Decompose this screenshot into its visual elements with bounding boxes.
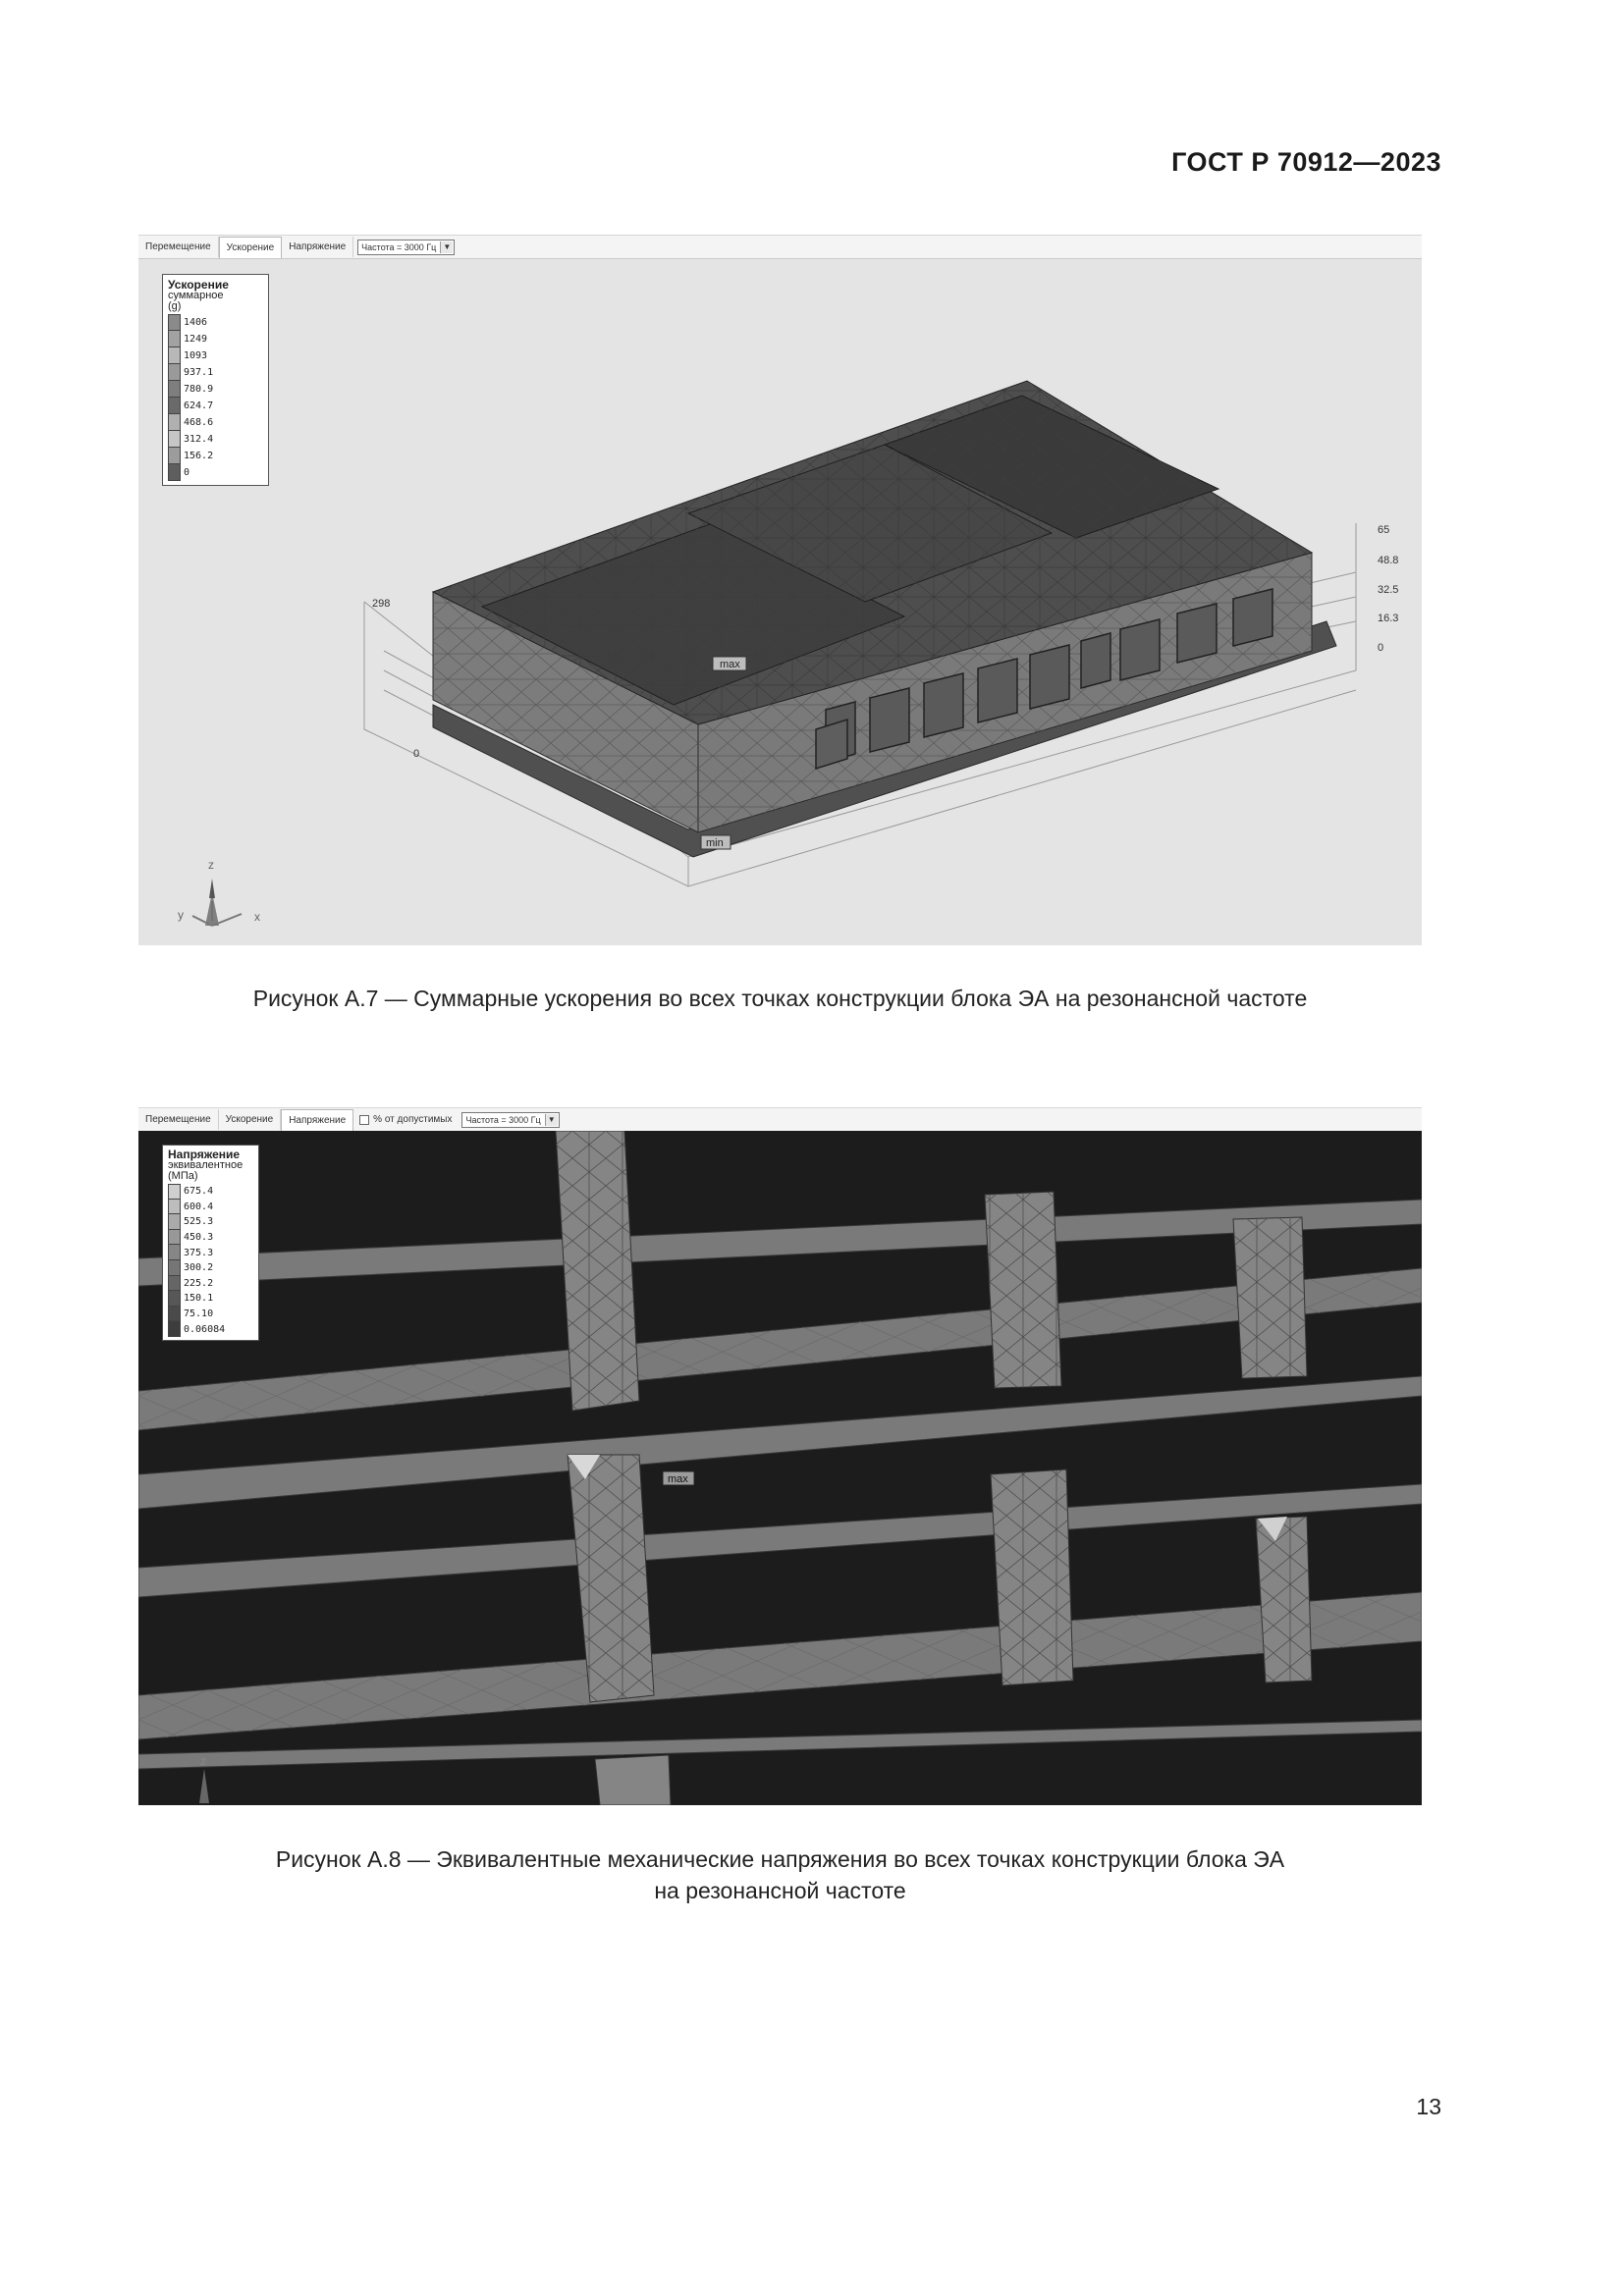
legend-value: 675.4 xyxy=(184,1186,214,1198)
viewer-toolbar xyxy=(138,235,1422,259)
legend-scale xyxy=(168,1184,254,1337)
fea-viewer-acceleration xyxy=(138,235,1422,945)
checkbox-box[interactable] xyxy=(359,1115,369,1125)
right-tick: 0 xyxy=(1378,642,1384,654)
max-marker xyxy=(663,1471,694,1485)
legend-entry xyxy=(168,1291,254,1307)
legend-entry xyxy=(168,1230,254,1246)
figure-a8 xyxy=(138,1107,1422,1903)
frequency-select[interactable] xyxy=(461,1112,559,1128)
legend-value: 375.3 xyxy=(184,1247,214,1258)
legend-entry xyxy=(168,314,264,331)
tab-displacement[interactable]: Перемещение xyxy=(138,1109,219,1130)
legend-swatch xyxy=(168,1276,181,1292)
figure-a7 xyxy=(138,235,1422,1011)
legend-swatch xyxy=(168,1245,181,1260)
legend-value: 225.2 xyxy=(184,1277,214,1289)
frequency-select-value: Частота = 3000 Гц xyxy=(465,1114,541,1125)
legend-entry xyxy=(168,331,264,347)
legend-swatch xyxy=(168,1230,181,1246)
triad-z: z xyxy=(200,1754,206,1768)
color-legend-acceleration xyxy=(162,274,269,486)
chevron-down-icon: ▼ xyxy=(545,1114,558,1126)
triad-x: x xyxy=(254,910,260,924)
legend-swatch xyxy=(168,331,181,347)
legend-swatch xyxy=(168,1291,181,1307)
legend-entry xyxy=(168,448,264,464)
axis-triad xyxy=(178,858,260,926)
page-number: 13 xyxy=(1416,2094,1441,2119)
legend-swatch xyxy=(168,1260,181,1276)
triad-z: z xyxy=(208,858,214,872)
legend-swatch xyxy=(168,364,181,381)
legend-units: (g) xyxy=(168,300,182,312)
viewer-toolbar xyxy=(138,1107,1422,1132)
legend-swatch xyxy=(168,1321,181,1337)
fea-viewer-stress xyxy=(138,1107,1422,1805)
right-tick: 65 xyxy=(1378,524,1390,536)
legend-swatch xyxy=(168,1200,181,1215)
model-viewport[interactable] xyxy=(138,1131,1422,1805)
right-tick: 16.3 xyxy=(1378,613,1399,624)
frequency-select-value: Частота = 3000 Гц xyxy=(361,241,437,252)
right-tick: 32.5 xyxy=(1378,584,1399,596)
legend-value: 0.06084 xyxy=(184,1323,226,1335)
legend-value: 624.7 xyxy=(184,400,214,411)
legend-entry xyxy=(168,1184,254,1200)
legend-entry xyxy=(168,398,264,414)
legend-swatch xyxy=(168,431,181,448)
legend-entry xyxy=(168,1214,254,1230)
max-label: max xyxy=(668,1473,688,1485)
min-marker xyxy=(701,835,731,849)
legend-value: 1406 xyxy=(184,317,208,328)
legend-value: 0 xyxy=(184,467,190,478)
legend-value: 937.1 xyxy=(184,367,214,378)
figure-a8-caption-line1: Рисунок А.8 — Эквивалентные механические напряжения во всех точках конструкции блока ЭА xyxy=(275,1846,1285,1872)
legend-entry xyxy=(168,1260,254,1276)
legend-entry xyxy=(168,381,264,398)
legend-entry xyxy=(168,364,264,381)
legend-subtitle: суммарное xyxy=(168,290,224,301)
legend-value: 1249 xyxy=(184,334,208,345)
stress-render xyxy=(138,1131,1422,1805)
legend-entry xyxy=(168,1276,254,1292)
tab-stress[interactable]: Напряжение xyxy=(282,237,353,257)
legend-swatch xyxy=(168,398,181,414)
legend-units: (МПа) xyxy=(168,1170,198,1182)
tab-stress[interactable]: Напряжение xyxy=(281,1109,353,1131)
legend-value: 75.10 xyxy=(184,1308,214,1320)
origin-axis-label: 0 xyxy=(413,748,420,760)
model-render xyxy=(138,258,1422,945)
legend-title: Ускорение xyxy=(168,278,229,292)
height-axis-label: 298 xyxy=(372,598,391,610)
legend-title: Напряжение xyxy=(168,1148,241,1161)
legend-entry xyxy=(168,464,264,481)
legend-entry xyxy=(168,1321,254,1337)
legend-swatch xyxy=(168,464,181,481)
legend-entry xyxy=(168,431,264,448)
right-tick: 48.8 xyxy=(1378,555,1399,566)
legend-entry xyxy=(168,1307,254,1322)
legend-entry xyxy=(168,1200,254,1215)
max-marker xyxy=(713,657,746,670)
right-axis-ticks xyxy=(1378,524,1398,654)
frequency-select[interactable] xyxy=(357,240,455,255)
legend-entry xyxy=(168,347,264,364)
standard-header: ГОСТ Р 70912—2023 xyxy=(1171,147,1441,177)
legend-entry xyxy=(168,1245,254,1260)
legend-swatch xyxy=(168,314,181,331)
tab-acceleration[interactable]: Ускорение xyxy=(219,237,283,258)
legend-swatch xyxy=(168,414,181,431)
legend-entry xyxy=(168,414,264,431)
legend-value: 150.1 xyxy=(184,1293,214,1305)
checkbox-label: % от допустимых xyxy=(373,1114,453,1125)
figure-a8-caption xyxy=(138,1843,1422,1906)
legend-value: 450.3 xyxy=(184,1232,214,1244)
legend-swatch xyxy=(168,347,181,364)
legend-subtitle: эквивалентное xyxy=(168,1159,244,1171)
legend-swatch xyxy=(168,381,181,398)
legend-value: 780.9 xyxy=(184,384,214,395)
color-legend-stress xyxy=(162,1145,259,1341)
legend-value: 525.3 xyxy=(184,1216,214,1228)
chevron-down-icon: ▼ xyxy=(440,241,453,253)
legend-value: 312.4 xyxy=(184,434,214,445)
figure-a8-caption-line2: на резонансной частоте xyxy=(654,1878,906,1903)
triad-y: y xyxy=(178,908,184,922)
model-viewport[interactable] xyxy=(138,258,1422,945)
legend-swatch xyxy=(168,448,181,464)
legend-value: 1093 xyxy=(184,350,208,361)
tab-acceleration[interactable]: Ускорение xyxy=(219,1109,282,1130)
legend-swatch xyxy=(168,1307,181,1322)
min-label: min xyxy=(706,837,724,849)
figure-a7-caption: Рисунок А.7 — Суммарные ускорения во всех точках конструкции блока ЭА на резонансной частоте xyxy=(252,986,1308,1011)
max-label: max xyxy=(720,659,740,670)
legend-swatch xyxy=(168,1184,181,1200)
legend-value: 600.4 xyxy=(184,1201,214,1212)
percent-allowable-checkbox[interactable] xyxy=(353,1114,458,1125)
legend-scale xyxy=(168,314,264,481)
legend-swatch xyxy=(168,1214,181,1230)
tab-displacement[interactable]: Перемещение xyxy=(138,237,219,257)
legend-value: 468.6 xyxy=(184,417,214,428)
legend-value: 156.2 xyxy=(184,451,214,461)
legend-value: 300.2 xyxy=(184,1262,214,1274)
